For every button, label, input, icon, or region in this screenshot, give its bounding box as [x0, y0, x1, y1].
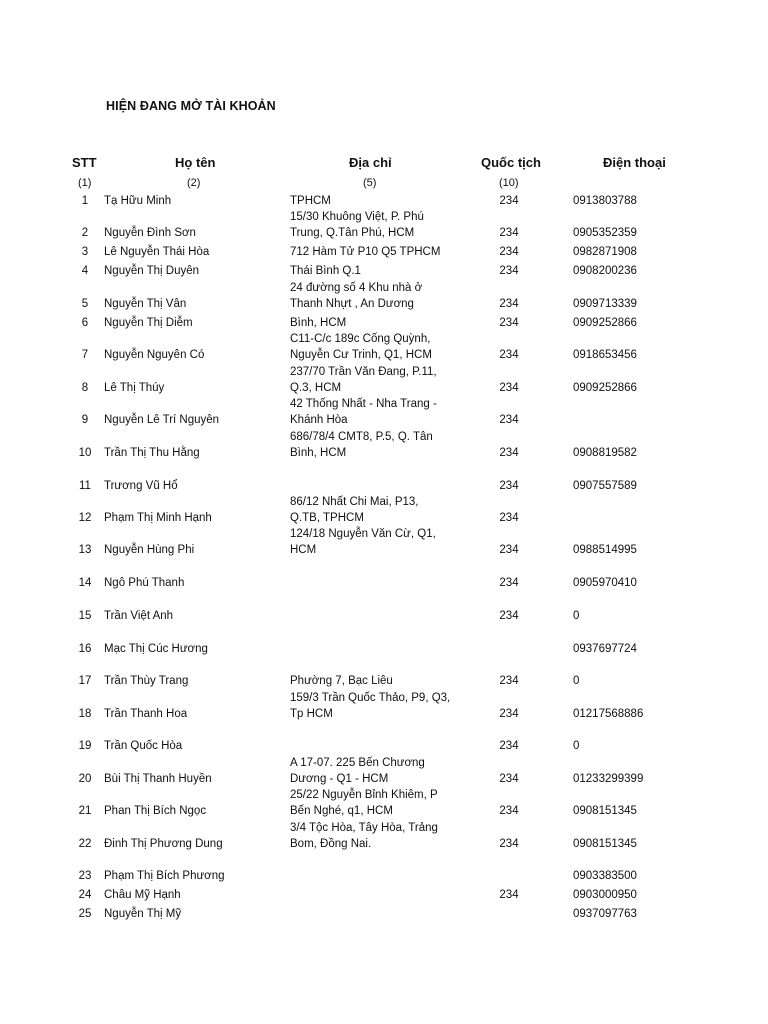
row-nationality: 234 [499, 414, 519, 426]
row-name: Phạm Thị Bích Phương [104, 870, 225, 882]
row-address [290, 673, 393, 689]
row-address-line: Bình, HCM [290, 447, 347, 459]
row-phone: 0913803788 [573, 195, 637, 207]
row-stt: 23 [78, 870, 92, 882]
row-address-line: Khánh Hòa [290, 414, 348, 426]
row-name: Trần Thị Thu Hằng [104, 447, 200, 459]
row-phone: 0905970410 [573, 577, 637, 589]
row-phone: 0 [573, 675, 580, 687]
row-name: Châu Mỹ Hạnh [104, 889, 181, 901]
row-stt: 14 [78, 577, 92, 589]
row-address [290, 787, 438, 819]
row-nationality: 234 [499, 265, 519, 277]
row-nationality: 234 [499, 317, 519, 329]
row-name: Nguyễn Thị Duyên [104, 265, 200, 277]
row-nationality: 234 [499, 382, 519, 394]
row-nationality: 234 [499, 889, 519, 901]
row-address [290, 494, 419, 526]
row-stt: 5 [81, 298, 89, 310]
row-nationality: 234 [499, 740, 519, 752]
row-address-line: Dương - Q1 - HCM [290, 773, 389, 785]
row-address [290, 690, 450, 722]
row-address [290, 526, 436, 558]
row-address-line: 159/3 Trần Quốc Thảo, P9, Q3, [290, 692, 451, 704]
row-address-line: 124/18 Nguyễn Văn Cừ, Q1, [290, 528, 436, 540]
row-stt: 13 [78, 544, 92, 556]
row-nationality: 234 [499, 773, 519, 785]
row-nationality: 234 [499, 246, 519, 258]
row-name: Trần Việt Anh [104, 610, 174, 622]
row-address-line: Thanh Nhựt , An Dương [290, 298, 414, 310]
row-stt: 11 [79, 480, 91, 492]
row-stt: 12 [78, 512, 92, 524]
row-address [290, 820, 438, 852]
row-name: Bùi Thị Thanh Huyền [104, 773, 212, 785]
colnum-stt: (1) [78, 177, 92, 189]
row-name: Tạ Hữu Minh [104, 195, 172, 207]
row-address [290, 244, 440, 260]
row-phone: 0903000950 [573, 889, 637, 901]
row-address-line: 25/22 Nguyễn Bỉnh Khiêm, P [290, 789, 438, 801]
row-address-line: 237/70 Trần Văn Đang, P.11, [290, 366, 437, 378]
row-address-line: TPHCM [290, 195, 331, 207]
row-stt: 25 [78, 908, 92, 920]
row-nationality: 234 [499, 480, 519, 492]
row-address [290, 755, 425, 787]
row-address-line: 712 Hàm Tử P10 Q5 TPHCM [290, 246, 441, 258]
row-name: Nguyễn Nguyên Có [104, 349, 205, 361]
colnum-address: (5) [363, 177, 377, 189]
row-name: Trương Vũ Hổ [104, 480, 178, 492]
row-address-line: Nguyễn Cư Trinh, Q1, HCM [290, 349, 432, 361]
row-phone: 0988514995 [573, 544, 637, 556]
row-address-line: Tp HCM [290, 708, 333, 720]
row-address-line: Trung, Q.Tân Phú, HCM [290, 227, 415, 239]
row-name: Phạm Thị Minh Hạnh [104, 512, 212, 524]
row-name: Phan Thị Bích Ngọc [104, 805, 207, 817]
row-name: Lê Nguyễn Thái Hòa [104, 246, 210, 258]
row-nationality: 234 [499, 675, 519, 687]
row-stt: 10 [78, 447, 92, 459]
row-address-line: 686/78/4 CMT8, P.5, Q. Tân [290, 431, 433, 443]
header-name: Họ tên [175, 155, 216, 170]
row-stt: 22 [78, 838, 92, 850]
row-address [290, 429, 433, 461]
row-stt: 15 [78, 610, 92, 622]
row-name: Nguyễn Thị Diễm [104, 317, 193, 329]
row-address [290, 396, 437, 428]
row-stt: 7 [81, 349, 89, 361]
row-address-line: 24 đường số 4 Khu nhà ở [290, 282, 423, 294]
row-address-line: HCM [290, 544, 317, 556]
row-address [290, 263, 361, 279]
row-name: Nguyễn Hùng Phi [104, 544, 195, 556]
row-phone: 0909713339 [573, 298, 637, 310]
row-nationality: 234 [499, 227, 519, 239]
row-name: Nguyễn Thị Mỹ [104, 908, 182, 920]
row-phone: 0918653456 [573, 349, 637, 361]
row-stt: 6 [81, 317, 89, 329]
colnum-name: (2) [187, 177, 201, 189]
row-stt: 19 [78, 740, 92, 752]
header-address: Địa chỉ [349, 155, 392, 170]
row-stt: 9 [81, 414, 89, 426]
row-stt: 1 [81, 195, 89, 207]
row-nationality: 234 [499, 447, 519, 459]
row-phone: 0937697724 [573, 643, 637, 655]
row-nationality: 234 [499, 805, 519, 817]
row-nationality: 234 [499, 512, 519, 524]
row-address-line: Q.TB, TPHCM [290, 512, 364, 524]
row-nationality: 234 [499, 610, 519, 622]
row-address [290, 331, 432, 363]
row-name: Nguyễn Thị Vân [104, 298, 187, 310]
row-address [290, 193, 331, 209]
row-address [290, 315, 346, 331]
row-phone: 0908151345 [573, 838, 637, 850]
row-nationality: 234 [499, 195, 519, 207]
row-address [290, 364, 437, 396]
row-address-line: C11-C/c 189c Cống Quỳnh, [290, 333, 431, 345]
row-phone: 01233299399 [573, 773, 644, 785]
row-name: Mạc Thị Cúc Hương [104, 643, 208, 655]
row-address-line: A 17-07. 225 Bến Chương [290, 757, 425, 769]
row-address-line: Bến Nghé, q1, HCM [290, 805, 393, 817]
row-phone: 01217568886 [573, 708, 644, 720]
row-nationality: 234 [499, 838, 519, 850]
row-address-line: Bom, Đồng Nai. [290, 838, 372, 850]
row-name: Nguyễn Đình Sơn [104, 227, 196, 239]
row-phone: 0937097763 [573, 908, 637, 920]
row-name: Lê Thị Thúy [104, 382, 165, 394]
row-address [290, 280, 422, 312]
row-address-line: 86/12 Nhất Chi Mai, P13, [290, 496, 419, 508]
row-phone: 0905352359 [573, 227, 637, 239]
row-stt: 24 [78, 889, 92, 901]
row-stt: 17 [78, 675, 92, 687]
row-stt: 4 [81, 265, 89, 277]
colnum-nationality: (10) [499, 177, 519, 189]
row-address-line: 15/30 Khuông Việt, P. Phú [290, 211, 424, 223]
row-nationality: 234 [499, 349, 519, 361]
row-address-line: 3/4 Tộc Hòa, Tây Hòa, Trảng [290, 822, 438, 834]
row-stt: 3 [81, 246, 89, 258]
row-stt: 18 [78, 708, 92, 720]
row-nationality: 234 [499, 544, 519, 556]
header-nationality: Quốc tịch [481, 155, 541, 170]
row-stt: 2 [81, 227, 89, 239]
row-phone: 0908200236 [573, 265, 637, 277]
row-stt: 8 [81, 382, 89, 394]
row-name: Đinh Thị Phương Dung [104, 838, 223, 850]
row-address [290, 209, 424, 241]
row-address-line: Thái Bình Q.1 [290, 265, 361, 277]
row-nationality: 234 [499, 298, 519, 310]
row-name: Trần Quốc Hòa [104, 740, 183, 752]
row-name: Trần Thùy Trang [104, 675, 189, 687]
header-phone: Điện thoại [603, 155, 666, 170]
row-phone: 0 [573, 740, 580, 752]
row-phone: 0908819582 [573, 447, 637, 459]
row-stt: 20 [78, 773, 92, 785]
row-address-line: 42 Thống Nhất - Nha Trang - [290, 398, 437, 410]
row-phone: 0907557589 [573, 480, 637, 492]
row-phone: 0903383500 [573, 870, 637, 882]
row-phone: 0982871908 [573, 246, 637, 258]
row-name: Trần Thanh Hoa [104, 708, 188, 720]
row-address-line: Bình, HCM [290, 317, 347, 329]
row-address-line: Q.3, HCM [290, 382, 342, 394]
row-nationality: 234 [499, 708, 519, 720]
row-name: Ngô Phú Thanh [104, 577, 185, 589]
row-address-line: Phường 7, Bạc Liêu [290, 675, 393, 687]
row-stt: 16 [78, 643, 92, 655]
row-nationality: 234 [499, 577, 519, 589]
row-phone: 0909252866 [573, 382, 637, 394]
header-stt: STT [72, 155, 97, 170]
row-phone: 0908151345 [573, 805, 637, 817]
row-phone: 0 [573, 610, 580, 622]
document-title: HIỆN ĐANG MỞ TÀI KHOẢN [106, 99, 276, 113]
row-phone: 0909252866 [573, 317, 637, 329]
row-stt: 21 [78, 805, 92, 817]
row-name: Nguyễn Lê Trí Nguyên [104, 414, 220, 426]
